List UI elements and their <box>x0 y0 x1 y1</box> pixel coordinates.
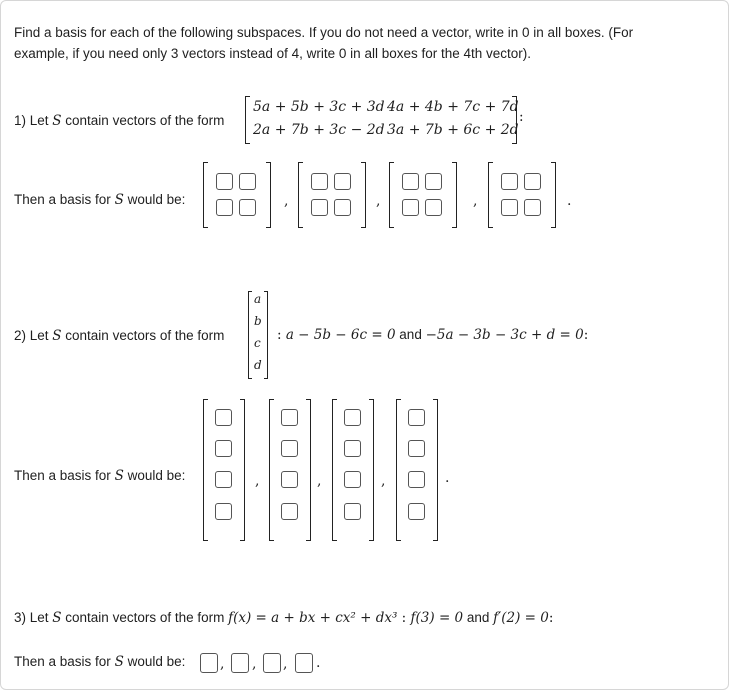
q1-basis-matrix-1 <box>203 162 271 228</box>
q2-v2-r4-input[interactable] <box>281 503 298 520</box>
instructions-line-1: Find a basis for each of the following subspaces. If you do not need a vector, write in 0 in all boxes. (For <box>14 25 634 40</box>
q2-label: 2) Let S contain vectors of the form <box>14 328 225 344</box>
q1-period: . <box>567 193 572 209</box>
q2-vector-d: d <box>254 358 262 372</box>
q2-comma-3: , <box>381 473 386 489</box>
q2-v1-r1-input[interactable] <box>215 409 232 426</box>
q2-v1-r3-input[interactable] <box>215 471 232 488</box>
q3-condition-1: f(3) = 0 <box>410 610 464 626</box>
q1-basis-matrix-4 <box>488 162 556 228</box>
q1-m1-r2c1-input[interactable] <box>216 199 233 216</box>
q2-v1-r4-input[interactable] <box>215 503 232 520</box>
q2-vector-c: c <box>254 336 261 350</box>
instructions-line-2: example, if you need only 3 vectors instead of 4, write 0 in all boxes for the 4th vector). <box>14 46 532 61</box>
q1-m3-r2c2-input[interactable] <box>425 199 442 216</box>
q2-v2-r3-input[interactable] <box>281 471 298 488</box>
q2-basis-label: Then a basis for S would be: <box>14 468 186 484</box>
q2-v3-r3-input[interactable] <box>344 471 361 488</box>
q1-comma-2: , <box>376 193 381 209</box>
q2-v1-r2-input[interactable] <box>215 440 232 457</box>
q2-period: . <box>445 470 450 486</box>
q2-v4-r2-input[interactable] <box>408 440 425 457</box>
q1-m2-r2c2-input[interactable] <box>334 199 351 216</box>
q2-basis-vector-4 <box>396 399 438 541</box>
q2-conditions: : a − 5b − 6c = 0 and −5a − 3b − 3c + d = 0: <box>277 327 589 343</box>
q2-condition-1: a − 5b − 6c = 0 <box>285 327 396 343</box>
q2-v4-r3-input[interactable] <box>408 471 425 488</box>
bracket-left <box>245 96 250 144</box>
q2-form-vector <box>248 291 268 379</box>
q1-basis-matrix-2 <box>298 162 366 228</box>
q1-m3-r1c2-input[interactable] <box>425 173 442 190</box>
q1-m2-r2c1-input[interactable] <box>311 199 328 216</box>
q2-basis-vector-1 <box>203 399 245 541</box>
q1-matrix-r2c1: 2a + 7b + 3c − 2d <box>253 122 385 138</box>
q1-comma-3: , <box>473 193 478 209</box>
q2-v3-r4-input[interactable] <box>344 503 361 520</box>
q1-matrix-r2c2: 3a + 7b + 6c + 2d <box>387 122 519 138</box>
q1-m1-r2c2-input[interactable] <box>239 199 256 216</box>
q1-label-S: S <box>52 113 62 129</box>
q3-comma-2: , <box>252 656 257 672</box>
q2-basis-vector-3 <box>332 399 374 541</box>
q1-basis-label: Then a basis for S would be: <box>14 192 186 208</box>
q2-comma-1: , <box>255 473 260 489</box>
q1-m3-r1c1-input[interactable] <box>402 173 419 190</box>
q3-basis-label: Then a basis for S would be: <box>14 654 186 670</box>
q3-label: 3) Let S contain vectors of the form f(x) = a + bx + cx² + dx³ : f(3) = 0 and f′(2) = 0: <box>14 610 554 626</box>
q1-m2-r1c1-input[interactable] <box>311 173 328 190</box>
q3-basis-4-input[interactable] <box>295 653 313 673</box>
q3-basis-2-input[interactable] <box>231 653 249 673</box>
q1-m4-r1c1-input[interactable] <box>501 173 518 190</box>
q3-comma-1: , <box>220 656 225 672</box>
q2-v3-r2-input[interactable] <box>344 440 361 457</box>
q2-v2-r2-input[interactable] <box>281 440 298 457</box>
q1-comma-1: , <box>284 193 289 209</box>
instructions <box>14 22 704 64</box>
q1-basis-matrix-3 <box>389 162 457 228</box>
q1-matrix-r1c2: 4a + 4b + 7c + 7d <box>387 99 519 115</box>
q1-m4-r2c1-input[interactable] <box>501 199 518 216</box>
q3-basis-3-input[interactable] <box>263 653 281 673</box>
q3-condition-2: f′(2) = 0 <box>493 610 549 626</box>
q3-comma-3: , <box>283 656 288 672</box>
q2-condition-2: −5a − 3b − 3c + d = 0 <box>425 327 584 343</box>
q2-v3-r1-input[interactable] <box>344 409 361 426</box>
q2-vector-a: a <box>254 292 262 306</box>
q2-comma-2: , <box>317 473 322 489</box>
q2-basis-vector-2 <box>269 399 311 541</box>
q1-m4-r1c2-input[interactable] <box>524 173 541 190</box>
q1-colon: : <box>519 109 524 125</box>
q1-m3-r2c1-input[interactable] <box>402 199 419 216</box>
q1-form-matrix <box>245 96 517 144</box>
q2-v2-r1-input[interactable] <box>281 409 298 426</box>
q1-m2-r1c2-input[interactable] <box>334 173 351 190</box>
q3-form: f(x) = a + bx + cx² + dx³ <box>228 610 398 626</box>
q1-label: 1) Let S contain vectors of the form <box>14 113 225 129</box>
q3-basis-1-input[interactable] <box>200 653 218 673</box>
q1-m1-r1c1-input[interactable] <box>216 173 233 190</box>
q2-v4-r1-input[interactable] <box>408 409 425 426</box>
q3-period: . <box>316 655 321 671</box>
q1-m4-r2c2-input[interactable] <box>524 199 541 216</box>
q1-matrix-r1c1: 5a + 5b + 3c + 3d <box>253 99 385 115</box>
q2-v4-r4-input[interactable] <box>408 503 425 520</box>
q2-vector-b: b <box>254 314 262 328</box>
q1-m1-r1c2-input[interactable] <box>239 173 256 190</box>
